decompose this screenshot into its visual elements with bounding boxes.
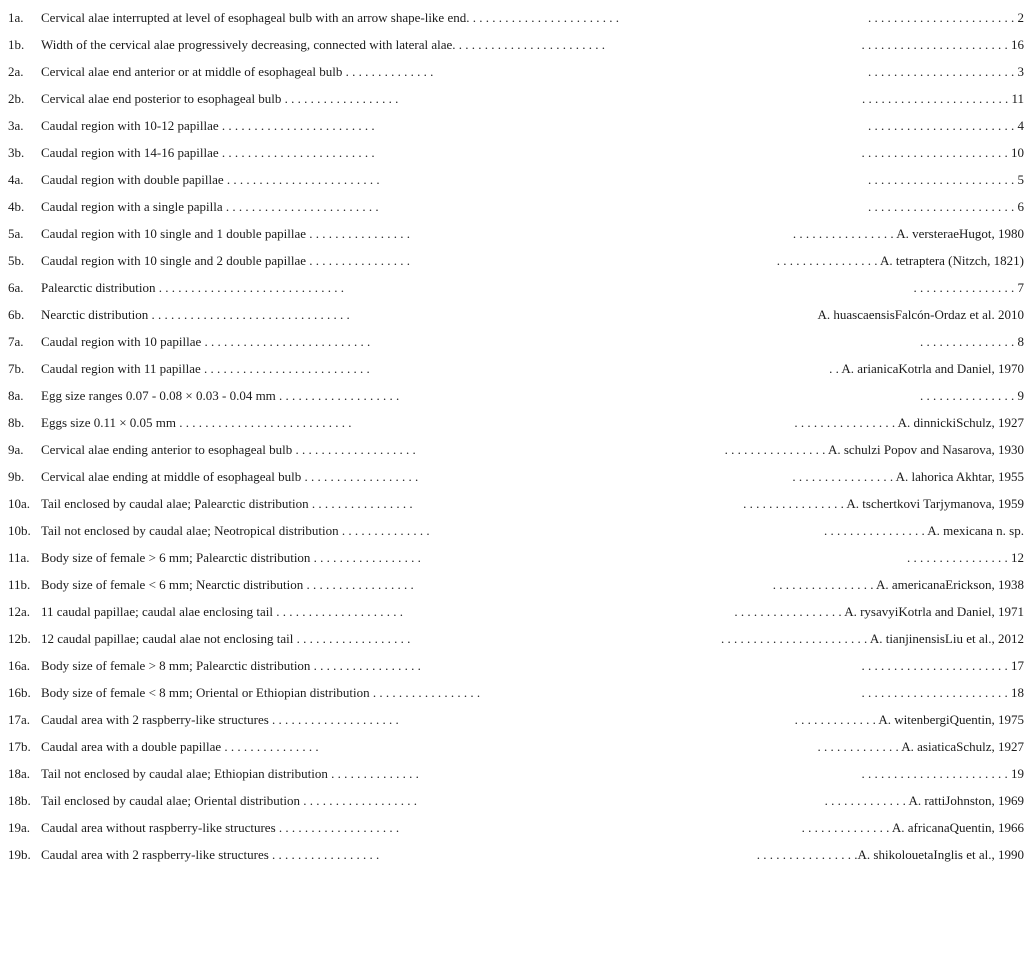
- couplet-number: 3b.: [8, 145, 25, 160]
- couplet-result: . . . . . . . . . . . . . A. rattiJohnston, 1969: [824, 793, 1024, 808]
- key-row: [8, 494, 1024, 521]
- key-row: [8, 278, 1024, 305]
- couplet-number: 11a.: [8, 550, 30, 565]
- couplet-description: Cervical alae ending at middle of esophageal bulb . . . . . . . . . . . . . . . . . .: [41, 469, 419, 484]
- couplet-result: . . . . . . . . . . . . . A. asiaticaSchulz, 1927: [817, 739, 1024, 754]
- couplet-number: 5b.: [8, 253, 25, 268]
- couplet-result: . . . . . . . . . . . . . . . . . A. rysavyiKotrla and Daniel, 1971: [734, 604, 1024, 619]
- couplet-description: Caudal region with double papillae . . . . . . . . . . . . . . . . . . . . . . . .: [41, 172, 380, 187]
- couplet-number: 18b.: [8, 793, 31, 808]
- couplet-result: . . . . . . . . . . . . . . . . 12: [907, 550, 1024, 565]
- couplet-description: Caudal area with 2 raspberry-like structures . . . . . . . . . . . . . . . . .: [41, 847, 380, 862]
- couplet-number: 1b.: [8, 37, 25, 52]
- couplet-result: . . . . . . . . . . . . . . . 9: [920, 388, 1024, 403]
- couplet-description: Caudal region with 10 single and 2 double papillae . . . . . . . . . . . . . . . .: [41, 253, 410, 268]
- couplet-number: 4a.: [8, 172, 24, 187]
- couplet-result: . . . . . . . . . . . . . . . . A. versteraeHugot, 1980: [792, 226, 1024, 241]
- couplet-description: Tail not enclosed by caudal alae; Ethiopian distribution . . . . . . . . . . . . . .: [41, 766, 419, 781]
- couplet-result: . . . . . . . . . . . . . . . . . . . . . . . 4: [868, 118, 1024, 133]
- couplet-description: Body size of female > 6 mm; Palearctic distribution . . . . . . . . . . . . . . . . .: [41, 550, 421, 565]
- couplet-number: 12a.: [8, 604, 31, 619]
- couplet-description: Cervical alae end posterior to esophageal bulb . . . . . . . . . . . . . . . . . .: [41, 91, 399, 106]
- key-row: [8, 602, 1024, 629]
- key-row: [8, 116, 1024, 143]
- couplet-result: . . . . . . . . . . . . . A. witenbergiQuentin, 1975: [794, 712, 1024, 727]
- couplet-number: 8a.: [8, 388, 24, 403]
- couplet-description: Caudal region with 10 single and 1 double papillae . . . . . . . . . . . . . . . .: [41, 226, 410, 241]
- couplet-number: 10b.: [8, 523, 31, 538]
- couplet-number: 10a.: [8, 496, 31, 511]
- couplet-description: Caudal region with 10 papillae . . . . . . . . . . . . . . . . . . . . . . . . . .: [41, 334, 371, 349]
- key-row: [8, 656, 1024, 683]
- couplet-description: Caudal region with 11 papillae . . . . . . . . . . . . . . . . . . . . . . . . . .: [41, 361, 370, 376]
- key-row: [8, 143, 1024, 170]
- key-row: [8, 413, 1024, 440]
- couplet-result: . . . . . . . . . . . . . . . . 7: [913, 280, 1024, 295]
- couplet-number: 4b.: [8, 199, 25, 214]
- key-row: [8, 467, 1024, 494]
- couplet-description: Caudal region with 14-16 papillae . . . . . . . . . . . . . . . . . . . . . . . .: [41, 145, 375, 160]
- couplet-number: 6a.: [8, 280, 24, 295]
- couplet-number: 17a.: [8, 712, 31, 727]
- identification-key: [8, 8, 1024, 872]
- key-row: [8, 89, 1024, 116]
- couplet-result: . . . . . . . . . . . . . . . . A. tschertkovi Tarjymanova, 1959: [743, 496, 1024, 511]
- couplet-number: 2b.: [8, 91, 25, 106]
- couplet-number: 9a.: [8, 442, 24, 457]
- key-row: [8, 251, 1024, 278]
- couplet-number: 16a.: [8, 658, 31, 673]
- couplet-description: Cervical alae ending anterior to esophageal bulb . . . . . . . . . . . . . . . . . . .: [41, 442, 416, 457]
- couplet-description: Egg size ranges 0.07 - 0.08 × 0.03 - 0.04 mm . . . . . . . . . . . . . . . . . . .: [41, 388, 400, 403]
- couplet-number: 2a.: [8, 64, 24, 79]
- key-row: [8, 440, 1024, 467]
- couplet-result: . . . . . . . . . . . . . . . . A. schulzi Popov and Nasarova, 1930: [724, 442, 1024, 457]
- couplet-result: . . . . . . . . . . . . . . . . . . . . . . . 3: [868, 64, 1024, 79]
- couplet-description: Body size of female < 6 mm; Nearctic distribution . . . . . . . . . . . . . . . . .: [41, 577, 414, 592]
- couplet-result: . . A. arianicaKotrla and Daniel, 1970: [829, 361, 1024, 376]
- couplet-number: 16b.: [8, 685, 31, 700]
- couplet-description: Caudal region with 10-12 papillae . . . . . . . . . . . . . . . . . . . . . . . .: [41, 118, 375, 133]
- couplet-description: Cervical alae end anterior or at middle of esophageal bulb . . . . . . . . . . . . . .: [41, 64, 434, 79]
- key-row: [8, 35, 1024, 62]
- key-row: [8, 683, 1024, 710]
- couplet-description: Caudal area without raspberry-like structures . . . . . . . . . . . . . . . . . . .: [41, 820, 400, 835]
- key-row: [8, 8, 1024, 35]
- couplet-description: Tail enclosed by caudal alae; Palearctic distribution . . . . . . . . . . . . . . . .: [41, 496, 413, 511]
- couplet-number: 3a.: [8, 118, 24, 133]
- key-row: [8, 332, 1024, 359]
- key-row: [8, 818, 1024, 845]
- key-row: [8, 359, 1024, 386]
- couplet-result: . . . . . . . . . . . . . . . . . . . . . . . 17: [861, 658, 1024, 673]
- couplet-description: 12 caudal papillae; caudal alae not enclosing tail . . . . . . . . . . . . . . . . . .: [41, 631, 411, 646]
- key-row: [8, 521, 1024, 548]
- key-row: [8, 386, 1024, 413]
- couplet-result: . . . . . . . . . . . . . . . . . . . . . . . 11: [861, 91, 1024, 106]
- couplet-description: Body size of female < 8 mm; Oriental or Ethiopian distribution . . . . . . . . . . . . . . . . .: [41, 685, 481, 700]
- couplet-result: . . . . . . . . . . . . . . . .A. shikolouetaInglis et al., 1990: [756, 847, 1024, 862]
- couplet-result: . . . . . . . . . . . . . . . . . . . . . . . 16: [861, 37, 1024, 52]
- couplet-number: 9b.: [8, 469, 25, 484]
- key-row: [8, 764, 1024, 791]
- key-row: [8, 170, 1024, 197]
- couplet-number: 8b.: [8, 415, 25, 430]
- key-row: [8, 845, 1024, 872]
- couplet-result: . . . . . . . . . . . . . . . . . . . . . . . 6: [868, 199, 1024, 214]
- key-row: [8, 737, 1024, 764]
- key-row: [8, 305, 1024, 332]
- couplet-number: 12b.: [8, 631, 31, 646]
- couplet-result: . . . . . . . . . . . . . . . . . . . . . . . 19: [861, 766, 1024, 781]
- key-row: [8, 197, 1024, 224]
- couplet-description: Tail enclosed by caudal alae; Oriental distribution . . . . . . . . . . . . . . . . . .: [41, 793, 418, 808]
- couplet-result: . . . . . . . . . . . . . . . . A. lahorica Akhtar, 1955: [792, 469, 1024, 484]
- couplet-result: . . . . . . . . . . . . . . . . . . . . . . . 5: [868, 172, 1024, 187]
- key-row: [8, 224, 1024, 251]
- couplet-description: Eggs size 0.11 × 0.05 mm . . . . . . . . . . . . . . . . . . . . . . . . . . .: [41, 415, 352, 430]
- couplet-description: Tail not enclosed by caudal alae; Neotropical distribution . . . . . . . . . . . . . .: [41, 523, 430, 538]
- couplet-number: 11b.: [8, 577, 31, 592]
- key-row: [8, 629, 1024, 656]
- key-row: [8, 62, 1024, 89]
- couplet-description: Width of the cervical alae progressively decreasing, connected with lateral alae. . . . . . . . . . . . . . . . . . . . . . . .: [41, 37, 606, 52]
- couplet-result: . . . . . . . . . . . . . . . . A. mexicana n. sp.: [823, 523, 1024, 538]
- couplet-result: . . . . . . . . . . . . . . . 8: [920, 334, 1024, 349]
- couplet-number: 17b.: [8, 739, 31, 754]
- couplet-description: Caudal area with 2 raspberry-like structures . . . . . . . . . . . . . . . . . . . .: [41, 712, 399, 727]
- couplet-result: . . . . . . . . . . . . . . . . . . . . . . . A. tianjinensisLiu et al., 2012: [721, 631, 1024, 646]
- couplet-result: . . . . . . . . . . . . . . A. africanaQuentin, 1966: [801, 820, 1024, 835]
- couplet-result: A. huascaensisFalcón-Ordaz et al. 2010: [817, 307, 1024, 322]
- couplet-description: Palearctic distribution . . . . . . . . . . . . . . . . . . . . . . . . . . . . .: [41, 280, 344, 295]
- couplet-number: 7a.: [8, 334, 24, 349]
- couplet-number: 5a.: [8, 226, 24, 241]
- key-row: [8, 791, 1024, 818]
- couplet-description: Nearctic distribution . . . . . . . . . . . . . . . . . . . . . . . . . . . . . . .: [41, 307, 350, 322]
- couplet-result: . . . . . . . . . . . . . . . . A. dinnickiSchulz, 1927: [794, 415, 1024, 430]
- couplet-result: . . . . . . . . . . . . . . . . . . . . . . . 18: [861, 685, 1024, 700]
- couplet-number: 19a.: [8, 820, 31, 835]
- couplet-number: 18a.: [8, 766, 31, 781]
- couplet-result: . . . . . . . . . . . . . . . . A. americanaErickson, 1938: [772, 577, 1024, 592]
- couplet-description: Caudal area with a double papillae . . . . . . . . . . . . . . .: [41, 739, 319, 754]
- couplet-number: 7b.: [8, 361, 25, 376]
- couplet-description: 11 caudal papillae; caudal alae enclosing tail . . . . . . . . . . . . . . . . . . . .: [41, 604, 403, 619]
- couplet-result: . . . . . . . . . . . . . . . . . . . . . . . 10: [861, 145, 1024, 160]
- couplet-description: Caudal region with a single papilla . . . . . . . . . . . . . . . . . . . . . . . .: [41, 199, 379, 214]
- couplet-number: 1a.: [8, 10, 24, 25]
- key-row: [8, 710, 1024, 737]
- couplet-description: Cervical alae interrupted at level of esophageal bulb with an arrow shape-like end. . . . . . . . . . . . . . . . . . . . . . . .: [41, 10, 619, 25]
- couplet-number: 19b.: [8, 847, 31, 862]
- key-row: [8, 575, 1024, 602]
- couplet-result: . . . . . . . . . . . . . . . . . . . . . . . 2: [868, 10, 1024, 25]
- couplet-result: . . . . . . . . . . . . . . . . A. tetraptera (Nitzch, 1821): [776, 253, 1024, 268]
- couplet-description: Body size of female > 8 mm; Palearctic distribution . . . . . . . . . . . . . . . . .: [41, 658, 421, 673]
- key-row: [8, 548, 1024, 575]
- couplet-number: 6b.: [8, 307, 25, 322]
